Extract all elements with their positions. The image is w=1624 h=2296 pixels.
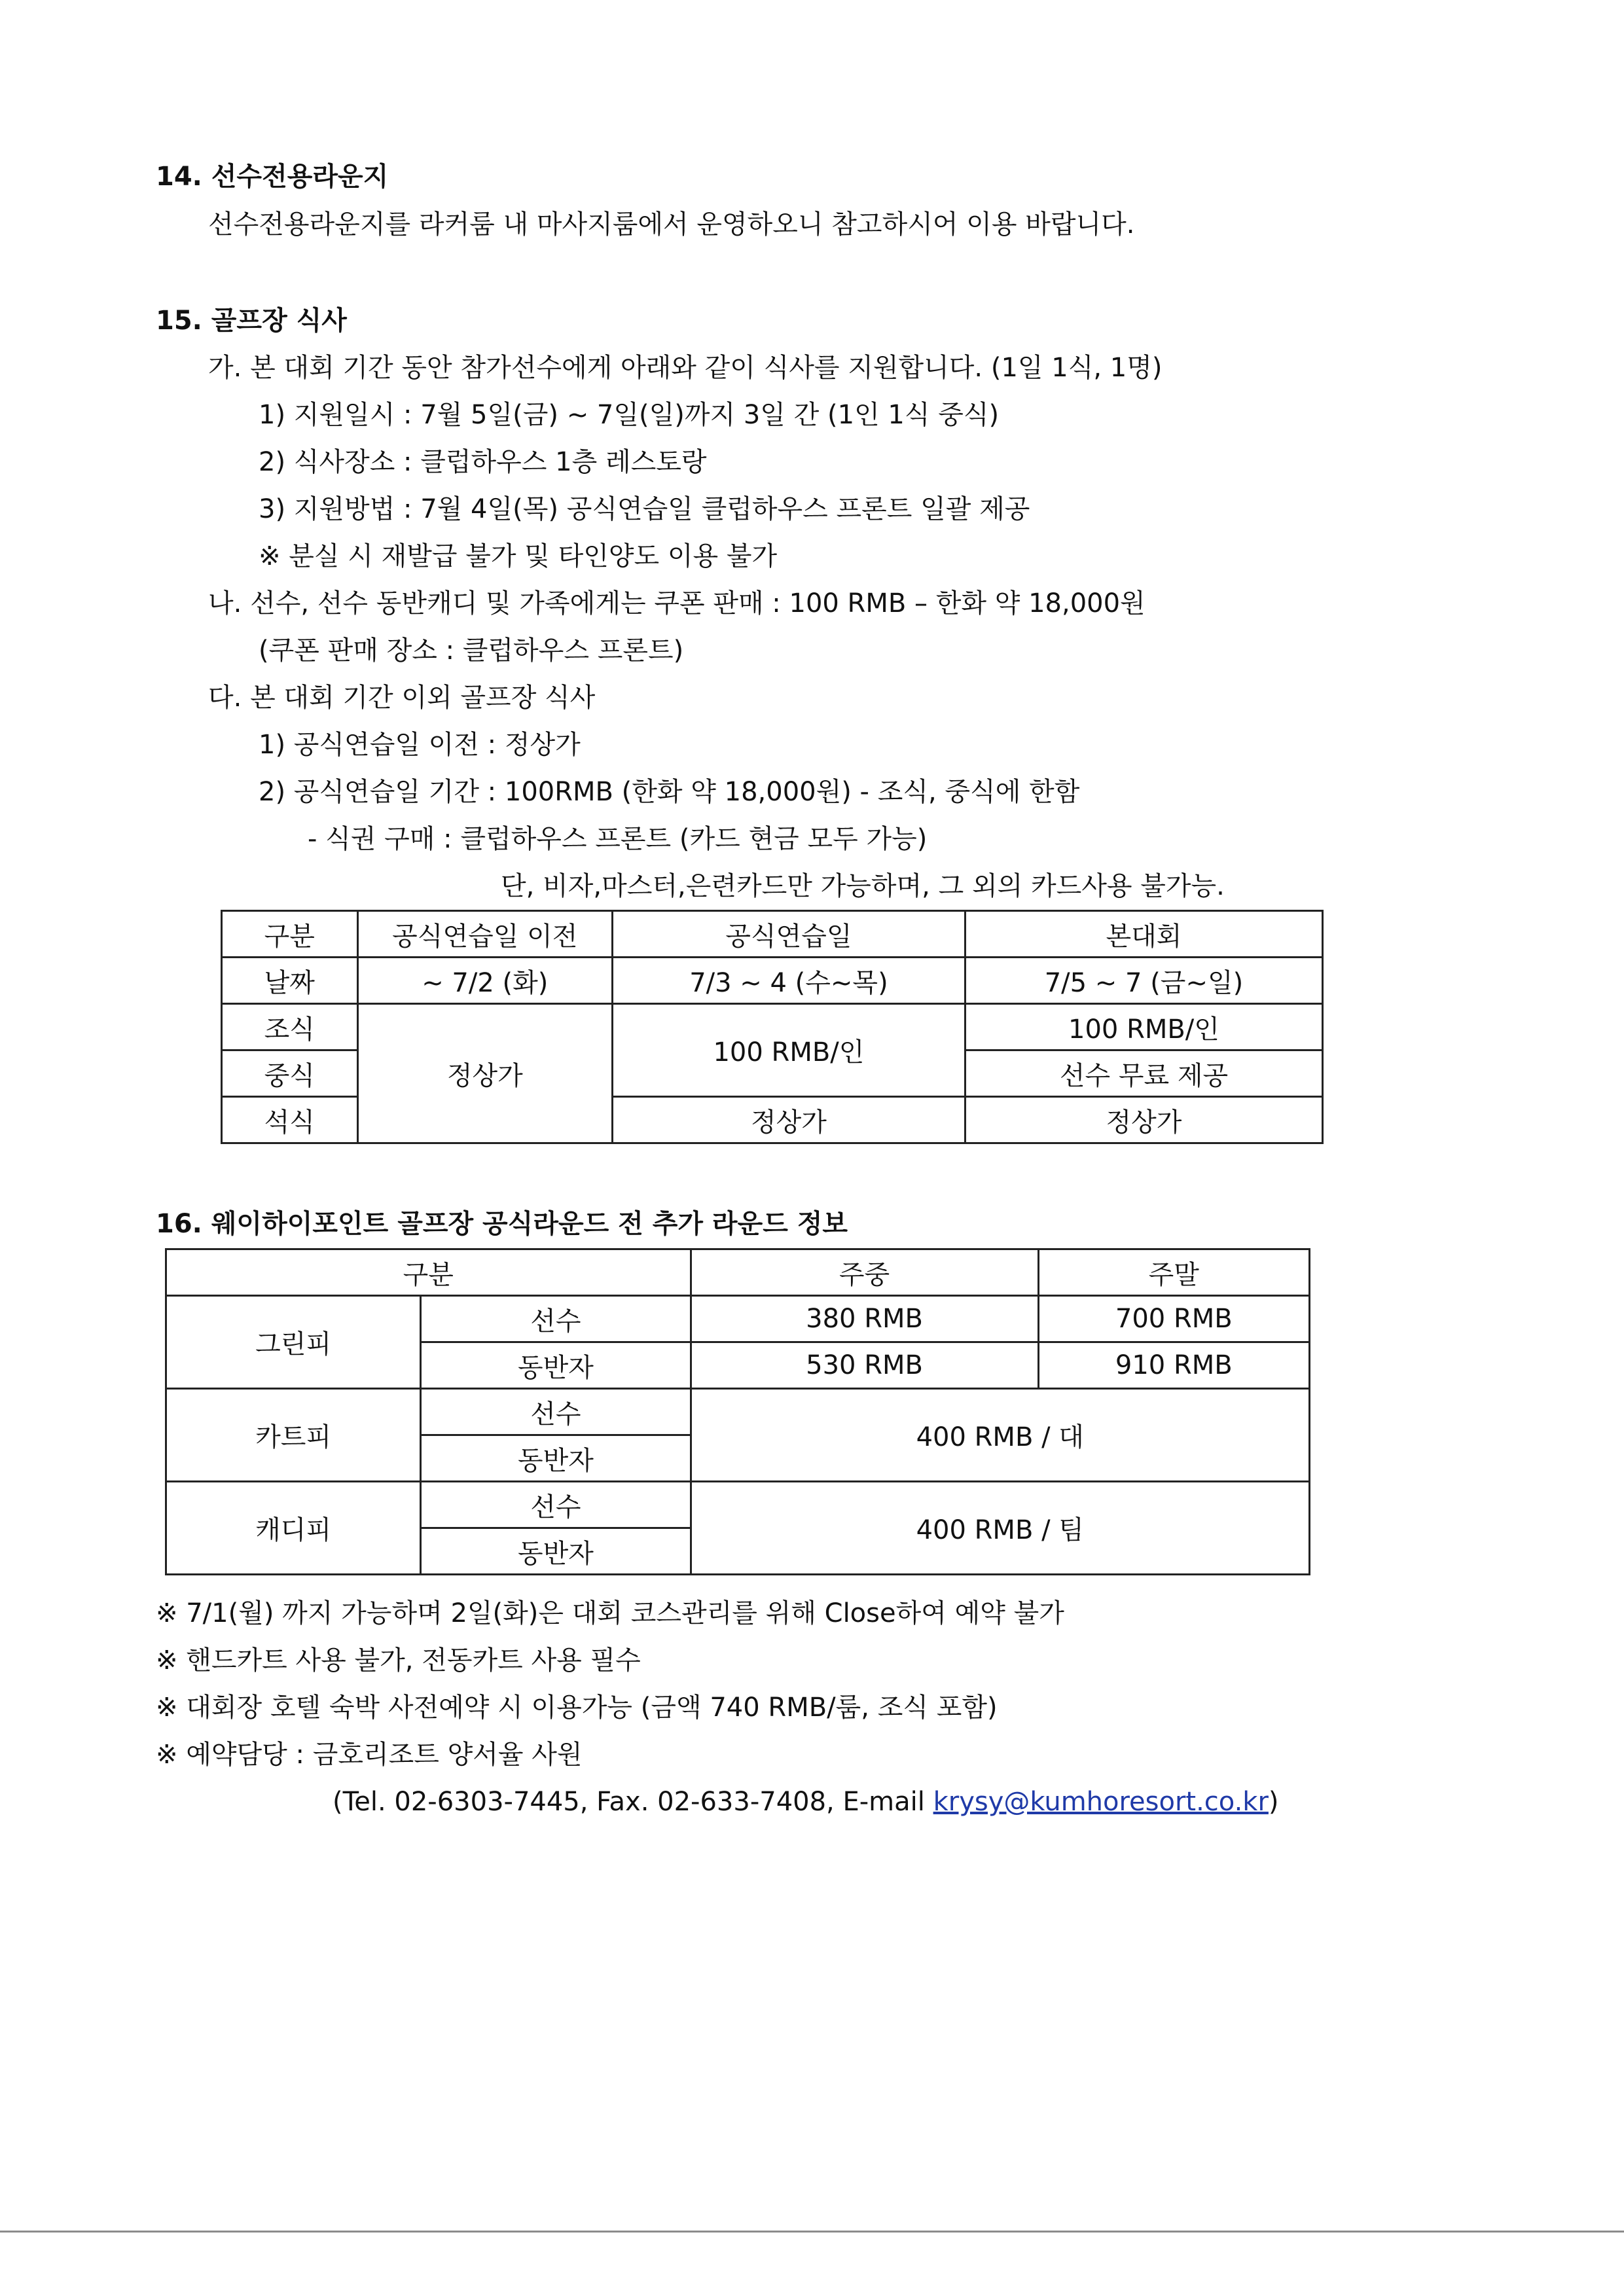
table-cell: 동반자 (421, 1342, 691, 1389)
table-row (166, 1296, 1310, 1342)
table-cell: 캐디피 (166, 1482, 421, 1575)
table-cell: ~ 7/2 (화) (357, 958, 612, 1004)
table-header-cell: 공식연습일 이전 (357, 911, 612, 958)
table-cell: 700 RMB (1038, 1296, 1309, 1342)
table-cell: 100 RMB/인 (612, 1004, 965, 1097)
table-cell: 카트피 (166, 1389, 421, 1482)
table-cell: 선수 (421, 1482, 691, 1528)
table-cell: 정상가 (965, 1097, 1322, 1143)
email-link[interactable]: krysy@kumhoresort.co.kr (933, 1787, 1269, 1817)
table-row (166, 1249, 1310, 1296)
table-header-cell: 구분 (222, 911, 358, 958)
s16-note-1: ※ 7/1(월) 까지 가능하며 2일(화)은 대회 코스관리를 위해 Close하여 예약 불가 (156, 1598, 1064, 1628)
section-14-title: 14. 선수전용라운지 (156, 162, 389, 192)
table-cell: 중식 (222, 1050, 358, 1097)
s15-ga1: 1) 지원일시 : 7월 5일(금) ~ 7일(일)까지 3일 간 (1인 1식 중식) (259, 400, 1000, 430)
table-header-cell: 공식연습일 (612, 911, 965, 958)
table-cell: 910 RMB (1038, 1342, 1309, 1389)
table-row (166, 1389, 1310, 1435)
s15-na: 나. 선수, 선수 동반캐디 및 가족에게는 쿠폰 판매 : 100 RMB – 한화 약 18,000원 (208, 588, 1146, 619)
table-cell: 380 RMB (691, 1296, 1038, 1342)
s15-da: 다. 본 대회 기간 이외 골프장 식사 (208, 683, 596, 713)
table-cell: 동반자 (421, 1528, 691, 1575)
table-header-cell: 구분 (166, 1249, 691, 1296)
table-cell: 400 RMB / 팀 (691, 1482, 1309, 1575)
s16-contact (333, 1785, 1279, 1818)
section-15-title: 15. 골프장 식사 (156, 306, 347, 336)
section-16-title: 16. 웨이하이포인트 골프장 공식라운드 전 추가 라운드 정보 (156, 1209, 848, 1239)
s15-da2: 2) 공식연습일 기간 : 100RMB (한화 약 18,000원) - 조식, 중식에 한함 (259, 777, 1080, 807)
table-row (166, 1482, 1310, 1528)
table-cell: 400 RMB / 대 (691, 1389, 1309, 1482)
table-cell: 동반자 (421, 1435, 691, 1482)
table-cell: 날짜 (222, 958, 358, 1004)
s15-da1: 1) 공식연습일 이전 : 정상가 (259, 730, 581, 760)
s15-da2a: - 식권 구매 : 클럽하우스 프론트 (카드 현금 모두 가능) (308, 824, 928, 854)
table-header-cell: 본대회 (965, 911, 1322, 958)
s16-note-2: ※ 핸드카트 사용 불가, 전동카트 사용 필수 (156, 1645, 641, 1676)
round-fee-table (165, 1248, 1310, 1575)
table-header-cell: 주중 (691, 1249, 1038, 1296)
table-cell: 선수 무료 제공 (965, 1050, 1322, 1097)
table-cell: 100 RMB/인 (965, 1004, 1322, 1050)
s16-note-3: ※ 대회장 호텔 숙박 사전예약 시 이용가능 (금액 740 RMB/룸, 조식 포함) (156, 1693, 998, 1723)
table-cell: 그린피 (166, 1296, 421, 1389)
table-cell: 7/5 ~ 7 (금~일) (965, 958, 1322, 1004)
table-cell: 530 RMB (691, 1342, 1038, 1389)
table-cell: 정상가 (612, 1097, 965, 1143)
s16-note-4: ※ 예약담당 : 금호리조트 양서율 사원 (156, 1740, 583, 1770)
table-header-cell: 주말 (1038, 1249, 1309, 1296)
table-cell: 석식 (222, 1097, 358, 1143)
footer-divider (0, 2231, 1624, 2233)
contact-suffix: ) (1268, 1787, 1279, 1817)
table-cell: 조식 (222, 1004, 358, 1050)
table-cell: 정상가 (357, 1004, 612, 1143)
section-14-body: 선수전용라운지를 라커룸 내 마사지룸에서 운영하오니 참고하시어 이용 바랍니다. (208, 209, 1135, 240)
s15-ga: 가. 본 대회 기간 동안 참가선수에게 아래와 같이 식사를 지원합니다. (1일 1식, 1명) (208, 353, 1163, 383)
table-row (222, 1004, 1323, 1050)
table-cell: 7/3 ~ 4 (수~목) (612, 958, 965, 1004)
s15-ga-note: ※ 분실 시 재발급 불가 및 타인양도 이용 불가 (259, 541, 778, 571)
s15-na2: (쿠폰 판매 장소 : 클럽하우스 프론트) (259, 636, 684, 666)
table-cell: 선수 (421, 1296, 691, 1342)
s15-ga3: 3) 지원방법 : 7월 4일(목) 공식연습일 클럽하우스 프론트 일괄 제공 (259, 494, 1030, 524)
s15-ga2: 2) 식사장소 : 클럽하우스 1층 레스토랑 (259, 447, 707, 477)
table-cell: 선수 (421, 1389, 691, 1435)
s15-da2b: 단, 비자,마스터,은련카드만 가능하며, 그 외의 카드사용 불가능. (501, 871, 1225, 901)
meal-table (221, 910, 1324, 1144)
table-row (222, 958, 1323, 1004)
contact-prefix: (Tel. 02-6303-7445, Fax. 02-633-7408, E-mail (333, 1787, 933, 1817)
table-row (222, 911, 1323, 958)
